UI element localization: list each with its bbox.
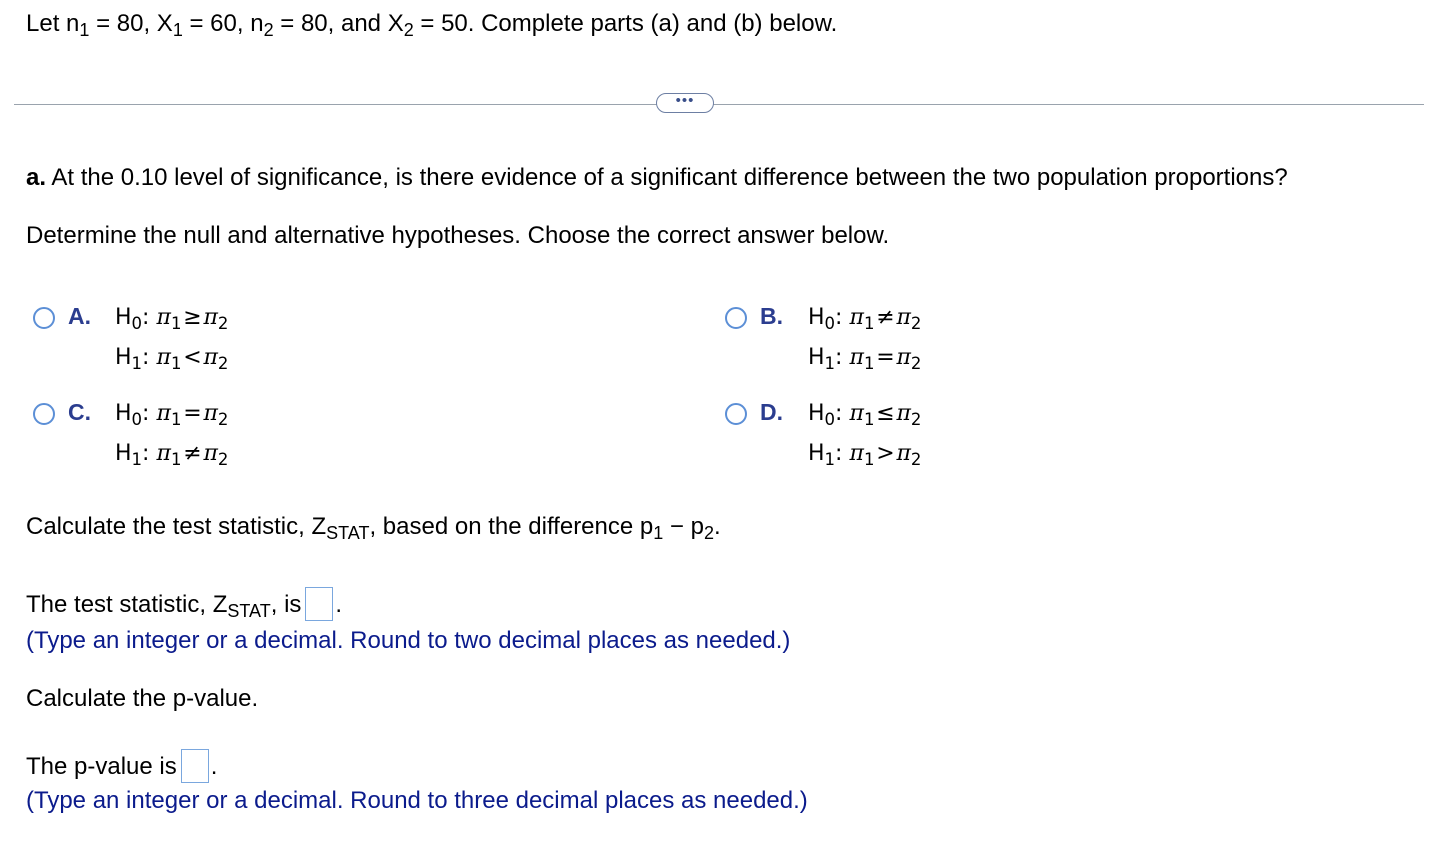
part-a-question: a. At the 0.10 level of significance, is there evidence of a significant difference between the two population proportions? [26, 164, 1288, 191]
pvalue-answer-input[interactable] [181, 749, 209, 783]
stat-answer-hint: (Type an integer or a decimal. Round to two decimal places as needed.) [26, 627, 791, 654]
option-a-h0: $H_0$: $\pi_1\ge\pi_2$ [115, 305, 229, 333]
option-a-radio[interactable] [33, 307, 55, 329]
option-d-h1: $H_1$: $\pi_1>\pi_2$ [808, 441, 922, 469]
option-d-radio[interactable] [725, 403, 747, 425]
pvalue-instruction: Calculate the p-value. [26, 685, 259, 712]
option-a-letter: A. [68, 303, 91, 329]
part-a-label: a. [26, 164, 47, 191]
more-options-button[interactable]: ••• [656, 93, 714, 113]
option-b-h1: $H_1$: $\pi_1=\pi_2$ [808, 345, 922, 373]
option-b-radio[interactable] [725, 307, 747, 329]
pvalue-answer-line: The p-value is . [26, 749, 217, 783]
option-b-h0: $H_0$: $\pi_1\ne\pi_2$ [808, 305, 922, 333]
pvalue-answer-hint: (Type an integer or a decimal. Round to three decimal places as needed.) [26, 787, 808, 814]
section-divider [14, 104, 1424, 105]
option-b-letter: B. [760, 303, 783, 329]
hypotheses-instruction: Determine the null and alternative hypotheses. Choose the correct answer below. [26, 222, 890, 249]
option-d-letter: D. [760, 399, 783, 425]
problem-statement: Let $n_1 = 80$, $X_1 = 60$, $n_2 = 80$, and $X_2 = 50$. Complete parts (a) and (b) below. [26, 10, 838, 41]
option-a-h1: $H_1$: $\pi_1<\pi_2$ [115, 345, 229, 373]
option-c-letter: C. [68, 399, 91, 425]
stat-answer-line: The test statistic, $Z_{STAT}$, is . [26, 587, 342, 621]
zstat-answer-input[interactable] [305, 587, 333, 621]
option-c-h0: $H_0$: $\pi_1=\pi_2$ [115, 401, 229, 429]
option-d-h0: $H_0$: $\pi_1\le\pi_2$ [808, 401, 922, 429]
calc-stat-instruction: Calculate the test statistic, $Z_{STAT}$, based on the difference $p_1 - p_2$. [26, 513, 721, 544]
option-c-radio[interactable] [33, 403, 55, 425]
option-c-h1: $H_1$: $\pi_1\ne\pi_2$ [115, 441, 229, 469]
